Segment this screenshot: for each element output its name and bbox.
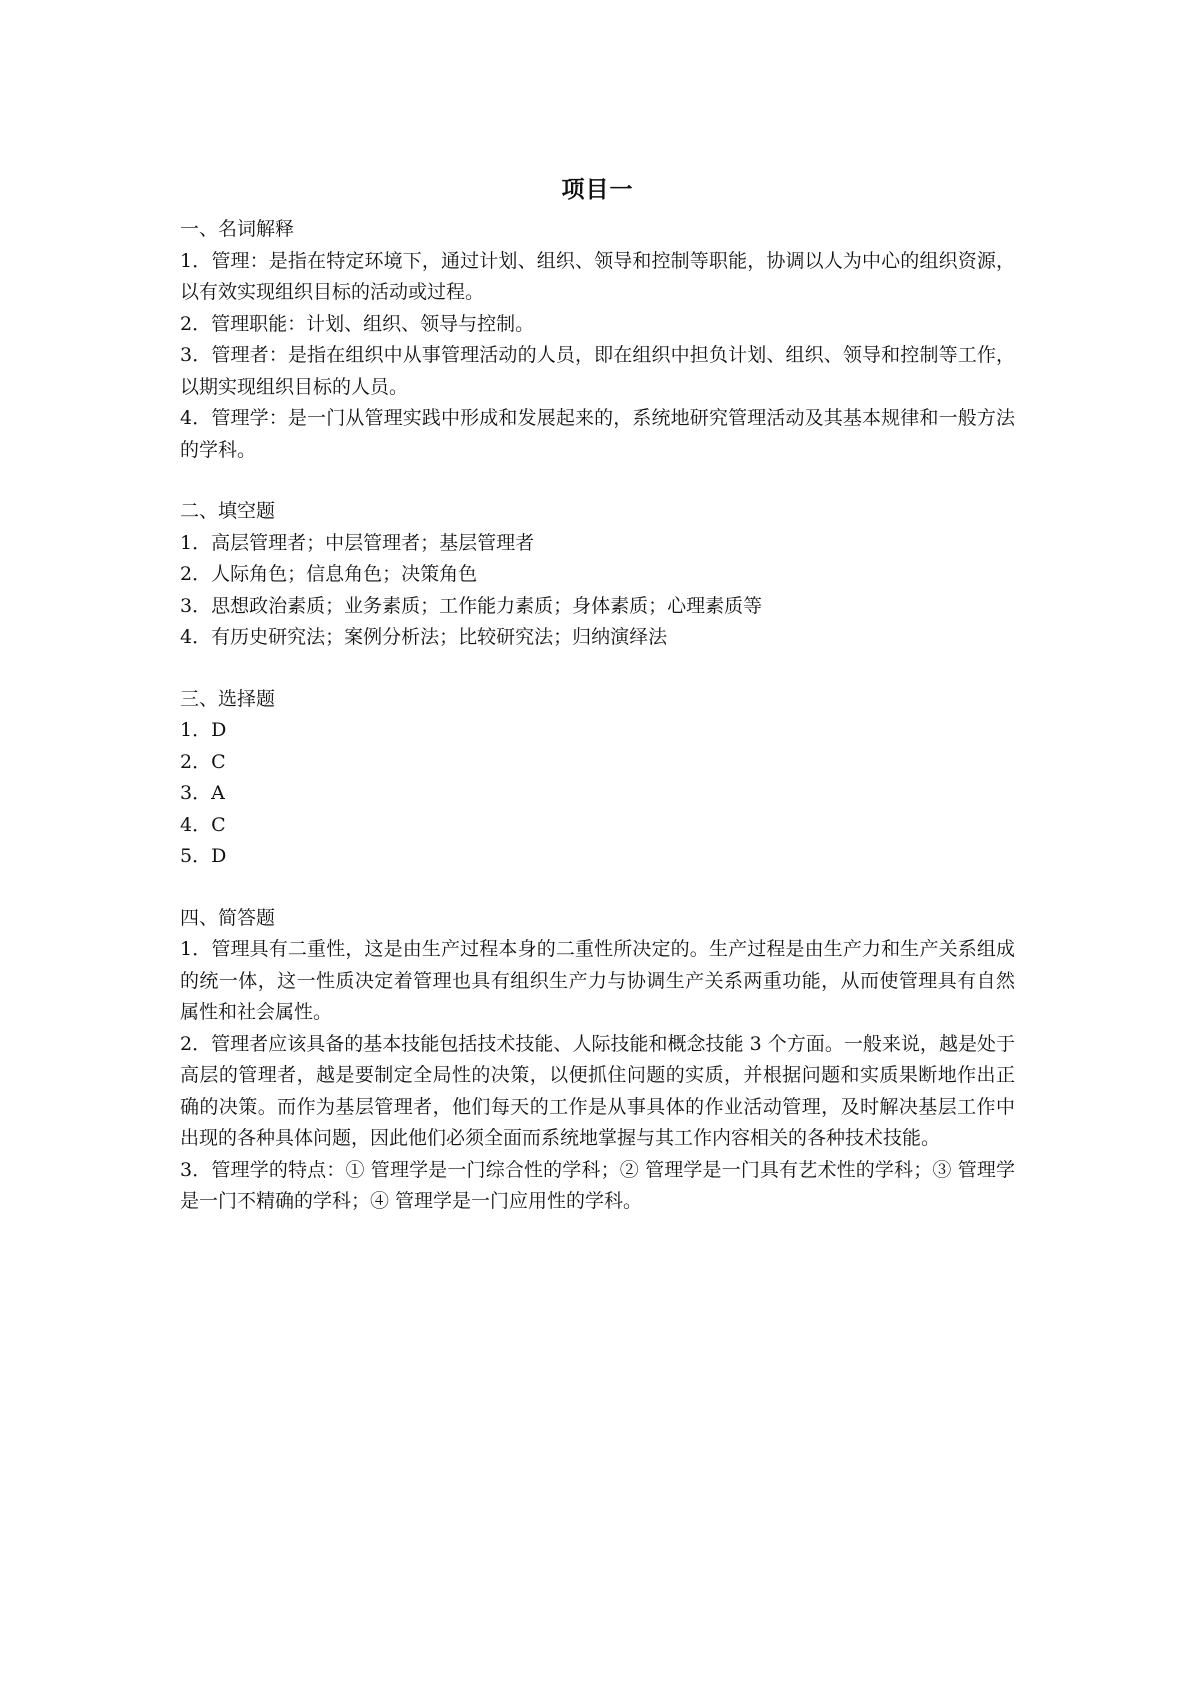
item-number: 1．: [180, 938, 212, 960]
section-heading: 四、简答题: [180, 906, 276, 929]
list-item: [180, 747, 1015, 779]
item-number: 4．: [180, 626, 212, 648]
list-item: [180, 778, 1015, 810]
list-item: [180, 622, 1015, 654]
section-heading: 二、填空题: [180, 500, 276, 522]
section-multiple-choice: [180, 684, 1015, 873]
section-fill-in-blanks: [180, 496, 1015, 654]
item-text: D: [211, 719, 227, 741]
list-item: [180, 246, 1015, 309]
item-text: 有历史研究法；案例分析法；比较研究法；归纳演绎法: [211, 626, 668, 648]
list-item: [180, 591, 1015, 623]
list-item: [180, 1029, 1015, 1155]
item-text: A: [211, 782, 225, 804]
item-number: 4．: [180, 813, 212, 836]
item-text: 管理者：是指在组织中从事管理活动的人员，即在组织中担负计划、组织、领导和控制等工作，以期实现组织目标的人员。: [180, 344, 1015, 398]
item-number: 1．: [180, 719, 212, 741]
item-number: 1．: [180, 249, 212, 272]
item-number: 3．: [180, 594, 212, 617]
section-short-answer: [180, 903, 1015, 1218]
list-item: [180, 810, 1015, 842]
list-item: [180, 528, 1015, 560]
item-text: 思想政治素质；业务素质；工作能力素质；身体素质；心理素质等: [211, 594, 763, 617]
item-number: 3．: [180, 782, 212, 804]
item-number: 2．: [180, 563, 212, 585]
section-definitions: [180, 214, 1015, 466]
item-number: 5．: [180, 845, 212, 867]
item-text: D: [211, 845, 227, 867]
list-item: [180, 715, 1015, 747]
list-item: [180, 309, 1015, 341]
item-number: 1．: [180, 531, 212, 554]
item-number: 4．: [180, 407, 212, 429]
item-number: 3．: [180, 344, 212, 366]
list-item: [180, 340, 1015, 403]
list-item: [180, 934, 1015, 1029]
section-heading: 三、选择题: [180, 687, 276, 710]
item-text: 管理学的特点：① 管理学是一门综合性的学科；② 管理学是一门具有艺术性的学科；③ 管理学是一门不精确的学科；④ 管理学是一门应用性的学科。: [180, 1158, 1015, 1212]
list-item: [180, 1155, 1015, 1218]
item-text: 管理学：是一门从管理实践中形成和发展起来的，系统地研究管理活动及其基本规律和一般方法的学科。: [180, 407, 1015, 461]
item-number: 2．: [180, 750, 212, 773]
section-heading: 一、名词解释: [180, 218, 295, 240]
list-item: [180, 403, 1015, 466]
item-text: C: [211, 750, 226, 773]
document-page: [180, 170, 1015, 1248]
list-item: [180, 841, 1015, 873]
item-number: 2．: [180, 1032, 212, 1055]
item-text: 管理者应该具备的基本技能包括技术技能、人际技能和概念技能 3 个方面。一般来说，越是处于高层的管理者，越是要制定全局性的决策，以便抓住问题的实质，并根据问题和实质果断地作出正确的决策。而作为基层管理者，他们每天的工作是从事具体的作业活动管理，及时解决基层工作中出现的各种具体问题，因此他们必须全面而系统地掌握与其工作内容相关的各种技术技能。: [180, 1032, 1015, 1149]
item-number: 3．: [180, 1158, 212, 1181]
item-text: 高层管理者；中层管理者；基层管理者: [211, 531, 535, 554]
item-text: C: [211, 813, 226, 836]
item-number: 2．: [180, 312, 212, 335]
item-text: 管理：是指在特定环境下，通过计划、组织、领导和控制等职能，协调以人为中心的组织资源，以有效实现组织目标的活动或过程。: [180, 249, 1015, 303]
page-title: 项目一: [561, 177, 634, 203]
item-text: 人际角色；信息角色；决策角色: [211, 563, 478, 585]
list-item: [180, 559, 1015, 591]
item-text: 管理职能：计划、组织、领导与控制。: [211, 312, 535, 335]
item-text: 管理具有二重性，这是由生产过程本身的二重性所决定的。生产过程是由生产力和生产关系组成的统一体，这一性质决定着管理也具有组织生产力与协调生产关系两重功能，从而使管理具有自然属性和社会属性。: [180, 938, 1015, 1023]
